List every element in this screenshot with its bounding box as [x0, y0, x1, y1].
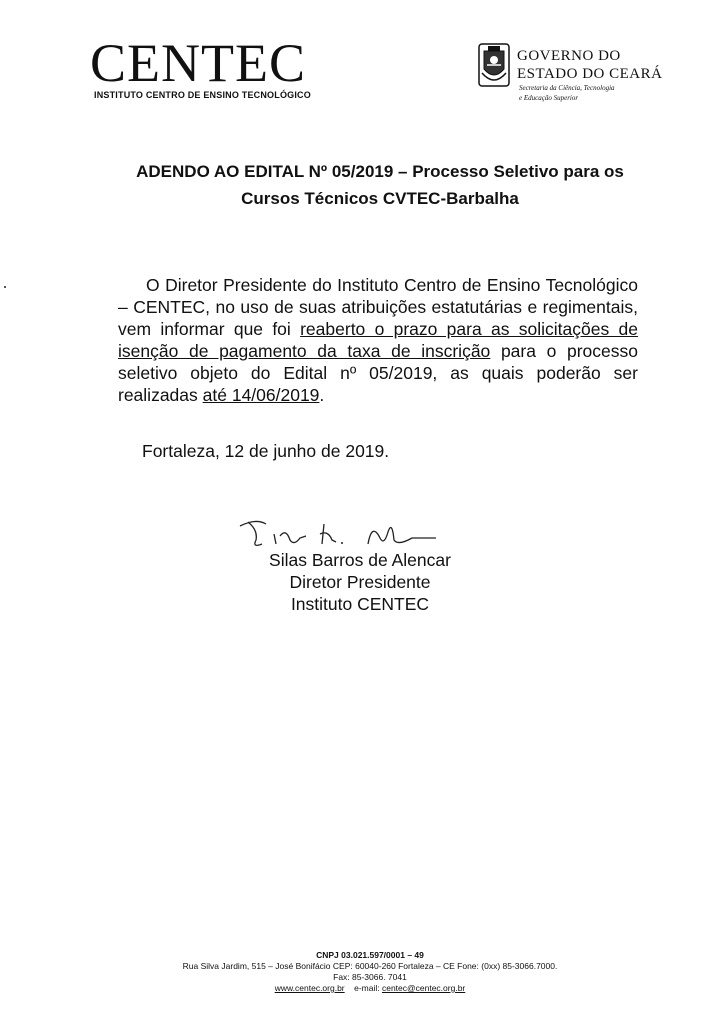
signer-name: Silas Barros de Alencar: [269, 550, 451, 570]
centec-logo-subtitle: INSTITUTO CENTRO DE ENSINO TECNOLÓGICO: [94, 90, 311, 100]
signer-organization: Instituto CENTEC: [290, 594, 430, 614]
centec-logo: CENTEC: [90, 33, 306, 93]
footer-fax: Fax: 85-3066. 7041: [333, 972, 407, 982]
body-text-part-1: O Diretor Presidente do Instituto Centro de Ensino Tecnológico – CENTEC, no uso de suas atribuições estatutárias e regimentais, vem informar que foi: [118, 275, 638, 339]
footer-email-label: e-mail:: [354, 983, 382, 993]
footer-address: Rua Silva Jardim, 515 – José Bonifácio CEP: 60040-260 Fortaleza – CE Fone: (0xx) 85-3066.7000.: [182, 961, 558, 971]
government-line-3: Secretaria da Ciência, Tecnologia: [519, 84, 615, 92]
footer: [140, 950, 600, 994]
body-underlined-text-2: até 14/06/2019: [202, 385, 320, 405]
title-line-2: Cursos Técnicos CVTEC-Barbalha: [241, 189, 519, 208]
scan-mark: [4, 286, 6, 288]
document-date: Fortaleza, 12 de junho de 2019.: [142, 441, 390, 461]
footer-website-link[interactable]: www.centec.org.br: [274, 983, 345, 993]
footer-contacts: [140, 983, 600, 994]
title-line-1: ADENDO AO EDITAL Nº 05/2019 – Processo Seletivo para os: [136, 162, 624, 181]
ceara-coat-of-arms-icon: [478, 43, 510, 87]
government-line-2: ESTADO DO CEARÁ: [517, 66, 663, 82]
body-text-part-3: .: [319, 385, 325, 405]
body-text-part-2: para o processo seletivo objeto do Edital nº 05/2019, as quais poderão ser realizadas: [118, 341, 638, 405]
body-paragraph: [118, 274, 638, 406]
government-line-4: e Educação Superior: [519, 94, 579, 102]
government-line-1: GOVERNO DO: [517, 48, 621, 64]
signer-block: [240, 549, 480, 615]
signer-role: Diretor Presidente: [289, 572, 431, 592]
document-title: [100, 158, 660, 212]
footer-cnpj: CNPJ 03.021.597/0001 – 49: [316, 950, 424, 960]
body-underlined-text-1: reaberto o prazo para as solicitações de isenção de pagamento da taxa de inscrição: [118, 319, 638, 361]
footer-email-link[interactable]: centec@centec.org.br: [381, 983, 466, 993]
